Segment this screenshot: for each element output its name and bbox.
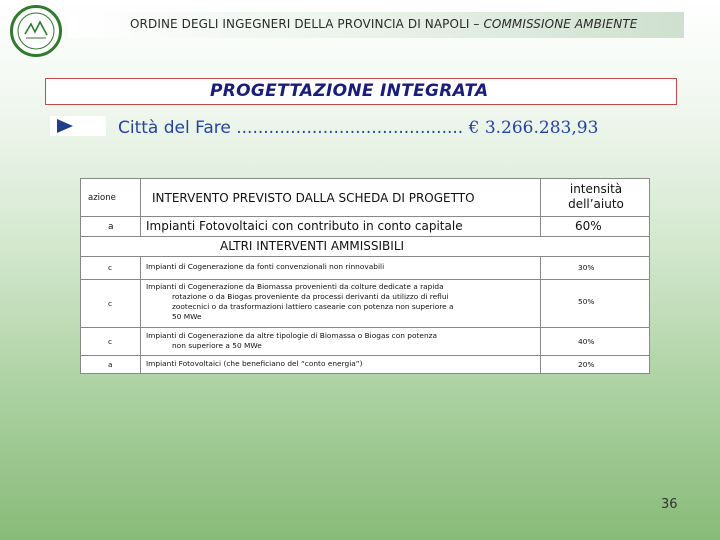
table-col-divider: [140, 256, 141, 374]
header-dash: –: [469, 17, 484, 31]
col-header-azione: azione: [88, 193, 116, 203]
table-col-divider: [540, 256, 541, 374]
city-label: Città del Fare ..........................................: [118, 118, 464, 138]
row-line: 50 MWe: [172, 312, 202, 321]
main-row-intervento: Impianti Fotovoltaici con contributo in conto capitale: [146, 219, 463, 233]
row-intensita: 50%: [578, 297, 595, 306]
row-intensita: 30%: [578, 263, 595, 272]
table-divider: [80, 216, 650, 217]
row-intensita: 40%: [578, 337, 595, 346]
main-row-azione: a: [108, 222, 114, 232]
table-divider: [80, 327, 650, 328]
header-org: ORDINE DEGLI INGEGNERI DELLA PROVINCIA DI NAPOLI: [130, 17, 470, 31]
play-button[interactable]: [50, 116, 106, 136]
row-azione: c: [108, 337, 113, 346]
city-amount: € 3.266.283,93: [468, 118, 599, 138]
seal-icon: [13, 8, 59, 54]
col-header-intensita: intensità dell’aiuto: [568, 182, 624, 211]
col-header-intervento: INTERVENTO PREVISTO DALLA SCHEDA DI PROGETTO: [152, 191, 475, 205]
city-line: [118, 118, 598, 138]
play-arrow-icon: [57, 119, 73, 133]
row-azione: c: [108, 263, 113, 272]
row-intensita: 20%: [578, 360, 595, 369]
table-col-divider: [540, 178, 541, 236]
organization-logo: [10, 5, 62, 57]
row-line: Impianti Fotovoltaici (che beneficiano del “conto energia”): [146, 359, 363, 368]
table-divider: [80, 236, 650, 237]
table-divider: [80, 256, 650, 257]
header-title: [130, 17, 637, 31]
table-col-divider: [140, 178, 141, 236]
page-number: 36: [661, 497, 678, 512]
table-divider: [80, 279, 650, 280]
section-label: ALTRI INTERVENTI AMMISSIBILI: [220, 239, 405, 253]
row-line: Impianti di Cogenerazione da Biomassa provenienti da colture dedicate a rapida: [146, 282, 444, 291]
row-line: zootecnici o da trasformazioni lattiero casearie con potenza non superiore a: [172, 302, 454, 311]
table-divider: [80, 355, 650, 356]
row-azione: c: [108, 299, 113, 308]
header-commission: COMMISSIONE AMBIENTE: [483, 17, 638, 31]
page-title: PROGETTAZIONE INTEGRATA: [210, 81, 489, 101]
row-line: non superiore a 50 MWe: [172, 341, 262, 350]
row-line: Impianti di Cogenerazione da altre tipologie di Biomassa o Biogas con potenza: [146, 331, 438, 340]
row-azione: a: [108, 360, 113, 369]
row-line: Impianti di Cogenerazione da fonti convenzionali non rinnovabili: [146, 262, 385, 271]
main-row-intensita: 60%: [575, 219, 602, 233]
row-line: rotazione o da Biogas proveniente da processi derivanti da utilizzo di reflui: [172, 292, 449, 301]
